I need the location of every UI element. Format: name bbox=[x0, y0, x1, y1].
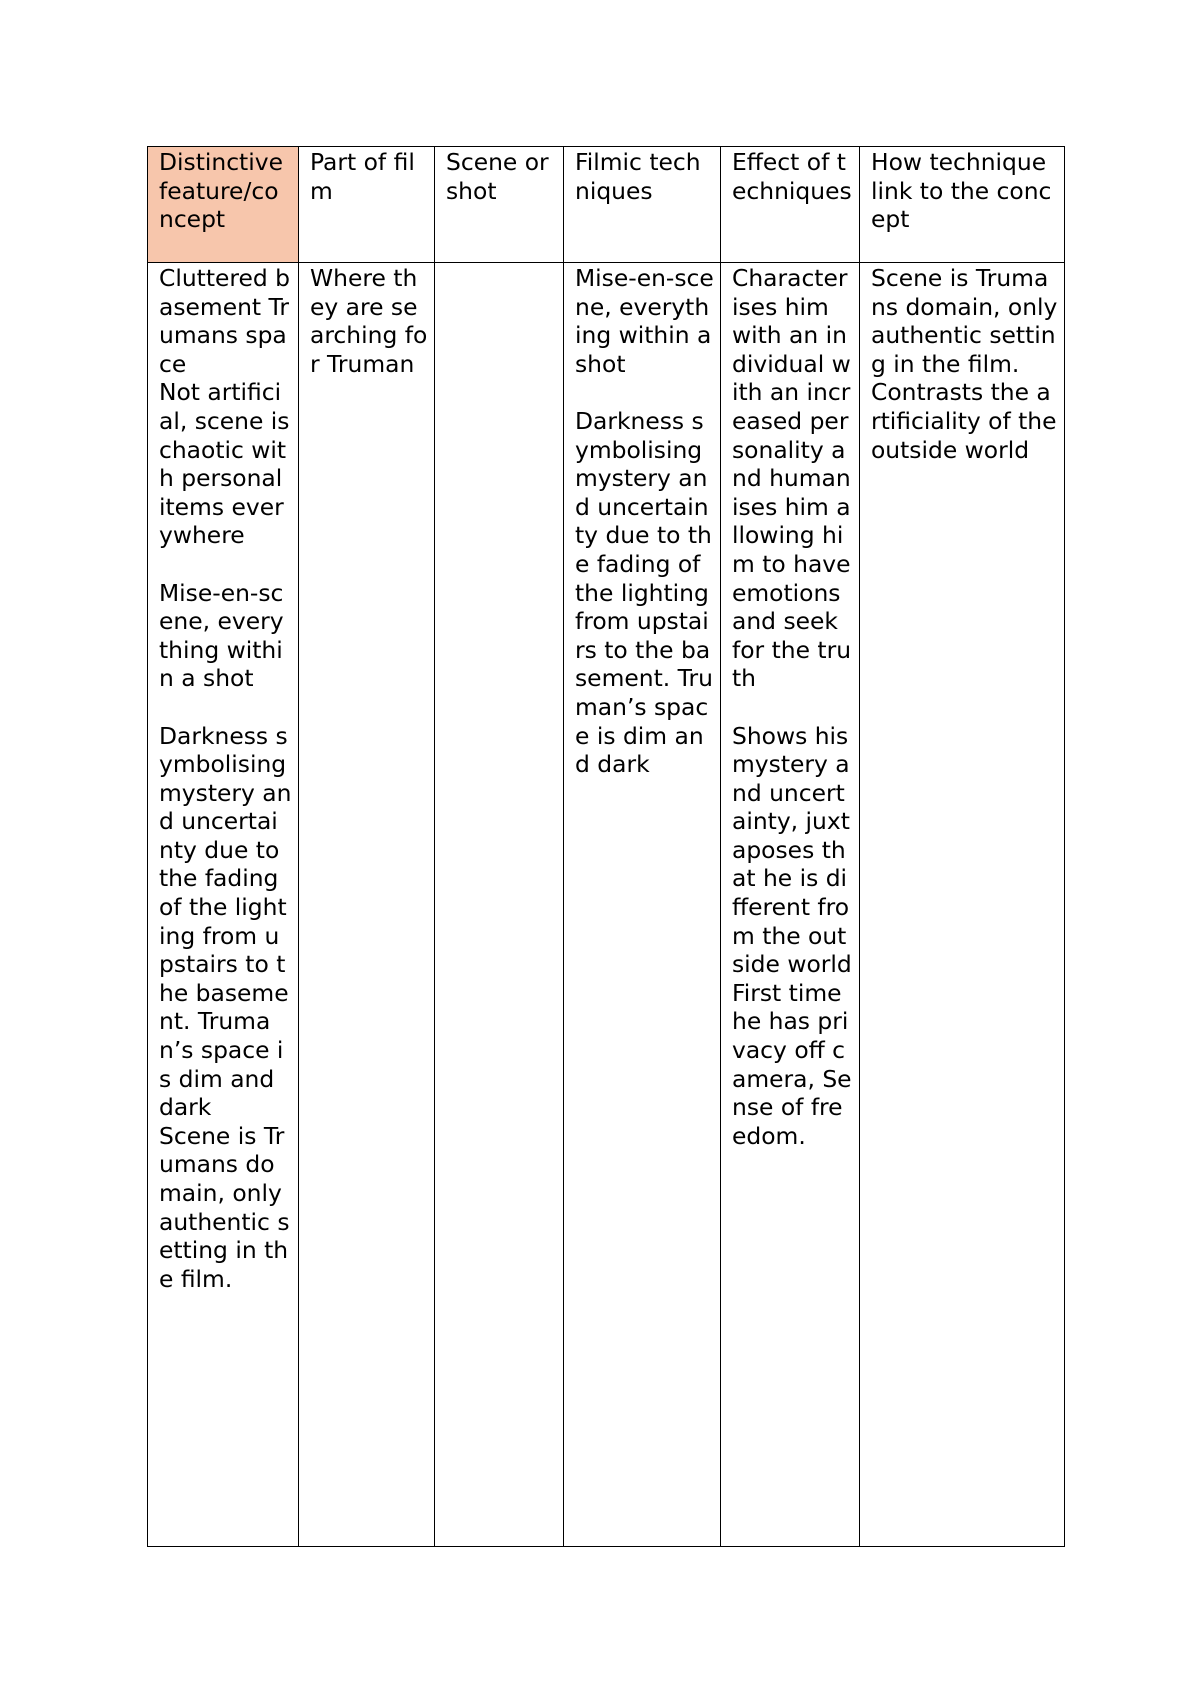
cell-technique-link: Scene is Trumans domain, only authentic setting in the film. Contrasts the artificiality of the outside world bbox=[860, 263, 1065, 1547]
cell-effect-of-techniques: Characterises him with an individual with an increased personality and humanises him allowing him to have emotions and seek for the truth Shows his mystery and uncertainty, juxtaposes that he is different from the outside world First time he has privacy off camera, Sense of freedom. bbox=[721, 263, 860, 1547]
cell-filmic-techniques: Mise-en-scene, everything within a shot Darkness symbolising mystery and uncertainty due to the fading of the lighting from upstairs to the basement. Truman’s space is dim and dark bbox=[564, 263, 721, 1547]
cell-part-of-film: Where they are searching for Truman bbox=[299, 263, 435, 1547]
cell-distinctive-feature: Cluttered basement Trumans space Not artificial, scene is chaotic with personal items everywhere Mise-en-scene, everything within a shot Darkness symbolising mystery and uncertainty due to the fading of the lighting from upstairs to the basement. Truman’s space is dim and dark Scene is Trumans domain, only authentic setting in the film. bbox=[148, 263, 299, 1547]
table-header-row bbox=[148, 147, 1065, 263]
header-technique-link: How technique link to the concept bbox=[860, 147, 1065, 263]
header-filmic-techniques: Filmic techniques bbox=[564, 147, 721, 263]
cell-scene-or-shot bbox=[435, 263, 564, 1547]
header-distinctive-feature: Distinctive feature/concept bbox=[148, 147, 299, 263]
header-scene-or-shot: Scene or shot bbox=[435, 147, 564, 263]
header-part-of-film: Part of film bbox=[299, 147, 435, 263]
table-row bbox=[148, 263, 1065, 1547]
header-effect-of-techniques: Effect of techniques bbox=[721, 147, 860, 263]
analysis-table bbox=[147, 146, 1065, 1547]
